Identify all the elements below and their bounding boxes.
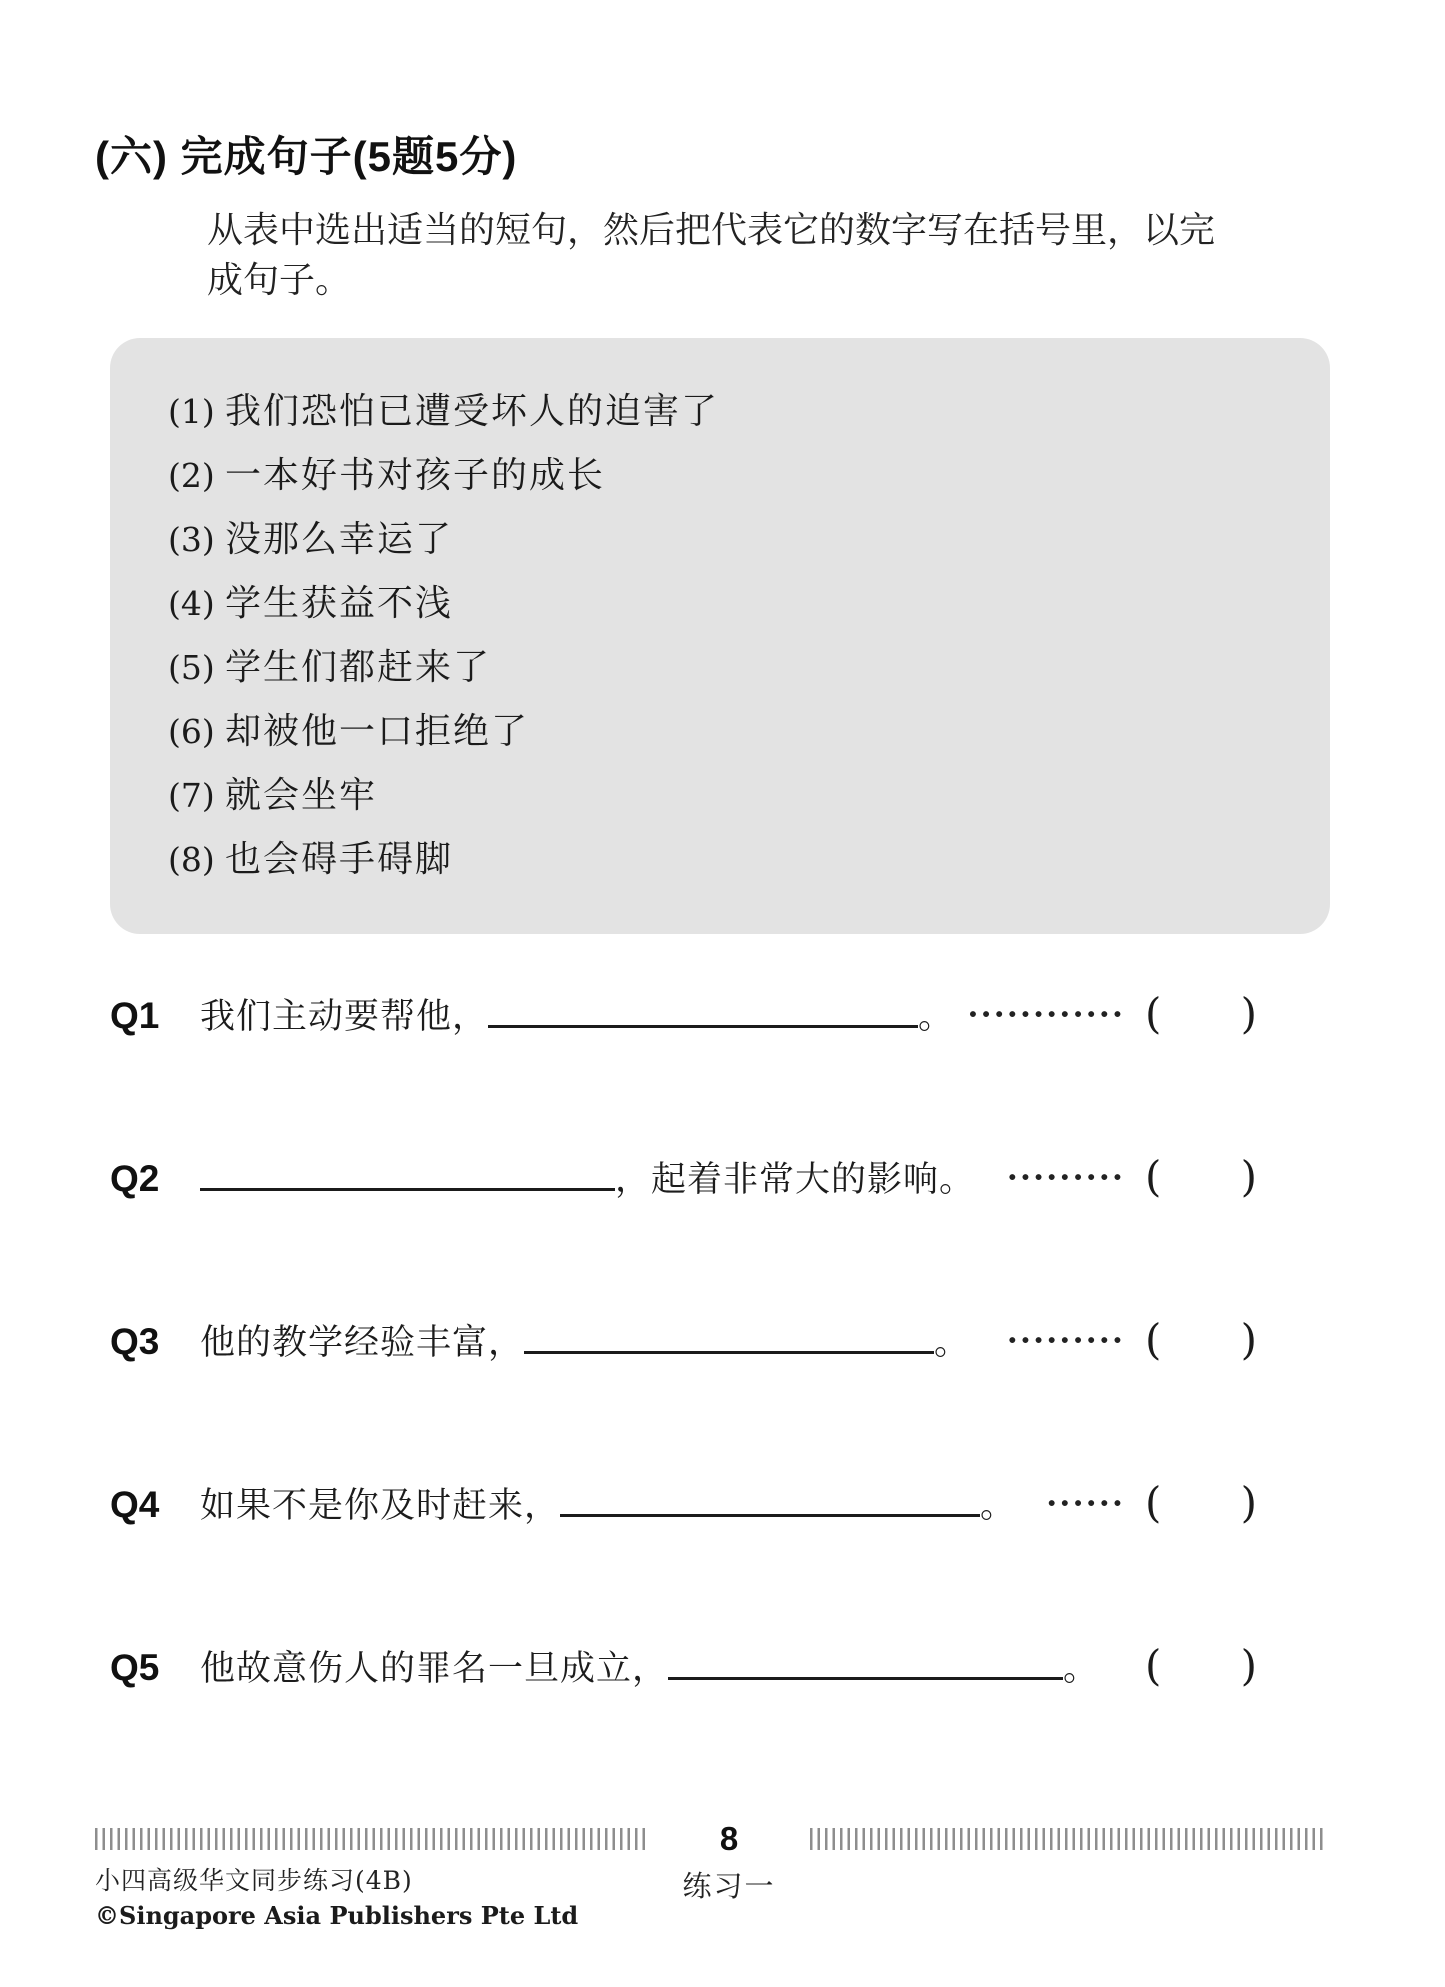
phrase-number: (5) [168, 648, 215, 687]
phrase-number: (2) [168, 456, 215, 495]
answer-tail [1007, 1153, 1257, 1201]
question-post-text: 。 [980, 1486, 1017, 1526]
question-post-text: 。 [934, 1323, 971, 1363]
phrase-text: 也会碍手碍脚 [225, 839, 454, 880]
phrase-text: 我们恐怕已遭受坏人的迫害了 [225, 391, 720, 432]
answer-parens [1145, 990, 1257, 1038]
question-sentence [200, 1645, 1099, 1693]
phrase-item [168, 828, 1290, 892]
phrase-text: 学生获益不浅 [225, 583, 454, 624]
footer-barcode-rule-left [95, 1828, 648, 1850]
answer-blank [488, 998, 918, 1028]
phrase-number: (1) [168, 392, 215, 431]
exercise-label: 练习一 [682, 1869, 776, 1903]
answer-tail [1007, 1316, 1257, 1364]
question-post-text: 。 [1063, 1649, 1100, 1689]
phrase-bank [110, 338, 1330, 934]
phrase-item [168, 700, 1290, 764]
answer-blank [200, 1161, 615, 1191]
question-sentence [200, 1482, 1016, 1530]
question-post-text: ，起着非常大的影响。 [615, 1160, 976, 1200]
phrase-number: (4) [168, 584, 215, 623]
phrase-number: (7) [168, 776, 215, 815]
question-label: Q3 [110, 1321, 160, 1362]
dotted-leader: ······ [1046, 1484, 1125, 1522]
question-pre-text: 如果不是你及时赶来， [200, 1486, 561, 1526]
answer-tail [1046, 1479, 1257, 1527]
question-sentence [200, 1156, 975, 1204]
open-paren: ( [1145, 1315, 1162, 1364]
answer-parens [1145, 1153, 1257, 1201]
question-row-q5 [95, 1642, 1257, 1693]
footer-rule-row [95, 1820, 1327, 1857]
question-sentence [200, 993, 954, 1041]
open-paren: ( [1145, 989, 1162, 1038]
question-label: Q5 [110, 1647, 160, 1688]
phrase-text: 学生们都赶来了 [225, 647, 492, 688]
question-label: Q2 [110, 1158, 160, 1199]
question-pre-text: 他故意伤人的罪名一旦成立， [200, 1649, 669, 1689]
question-label: Q4 [110, 1484, 160, 1525]
close-paren: ) [1240, 1641, 1257, 1690]
phrase-item [168, 380, 1290, 444]
phrase-item [168, 572, 1290, 636]
phrase-number: (8) [168, 840, 215, 879]
page-number: 8 [719, 1820, 739, 1857]
answer-blank [560, 1487, 980, 1517]
open-paren: ( [1145, 1641, 1162, 1690]
close-paren: ) [1240, 989, 1257, 1038]
phrase-item [168, 508, 1290, 572]
phrase-item [168, 636, 1290, 700]
answer-tail [967, 990, 1257, 1038]
answer-parens [1145, 1479, 1257, 1527]
phrase-item [168, 444, 1290, 508]
phrase-text: 却被他一口拒绝了 [225, 711, 530, 752]
question-pre-text: 他的教学经验丰富， [200, 1323, 525, 1363]
question-label: Q1 [110, 995, 160, 1036]
question-row-q2 [95, 1153, 1257, 1204]
question-row-q3 [95, 1316, 1257, 1367]
copyright-line: ©Singapore Asia Publishers Pte Ltd [95, 1901, 579, 1930]
close-paren: ) [1240, 1152, 1257, 1201]
dotted-leader: ········· [1006, 1158, 1125, 1196]
phrase-item [168, 764, 1290, 828]
question-post-text: 。 [918, 997, 955, 1037]
close-paren: ) [1240, 1315, 1257, 1364]
question-row-q1 [95, 990, 1257, 1041]
phrase-text: 没那么幸运了 [225, 519, 454, 560]
answer-parens [1145, 1316, 1257, 1364]
open-paren: ( [1145, 1152, 1162, 1201]
questions-section [95, 990, 1350, 1693]
question-sentence [200, 1319, 970, 1367]
answer-parens [1145, 1642, 1257, 1690]
dotted-leader: ········· [1006, 1321, 1125, 1359]
answer-tail [1125, 1642, 1257, 1690]
question-pre-text: 我们主动要帮他， [200, 997, 489, 1037]
answer-blank [668, 1650, 1063, 1680]
section-heading: (六) 完成句子(5题5分) [95, 133, 518, 180]
phrase-text: 就会坐牢 [225, 775, 378, 816]
footer-barcode-rule-right [810, 1828, 1327, 1850]
phrase-text: 一本好书对孩子的成长 [225, 455, 606, 496]
instruction-text: 从表中选出适当的短句，然后把代表它的数字写在括号里，以完成句子。 [207, 210, 1216, 301]
phrase-number: (3) [168, 520, 215, 559]
question-row-q4 [95, 1479, 1257, 1530]
dotted-leader: ············ [967, 995, 1125, 1033]
open-paren: ( [1145, 1478, 1162, 1527]
phrase-number: (6) [168, 712, 215, 751]
answer-blank [524, 1324, 934, 1354]
close-paren: ) [1240, 1478, 1257, 1527]
book-title: 小四高级华文同步练习(4B) [95, 1866, 413, 1895]
